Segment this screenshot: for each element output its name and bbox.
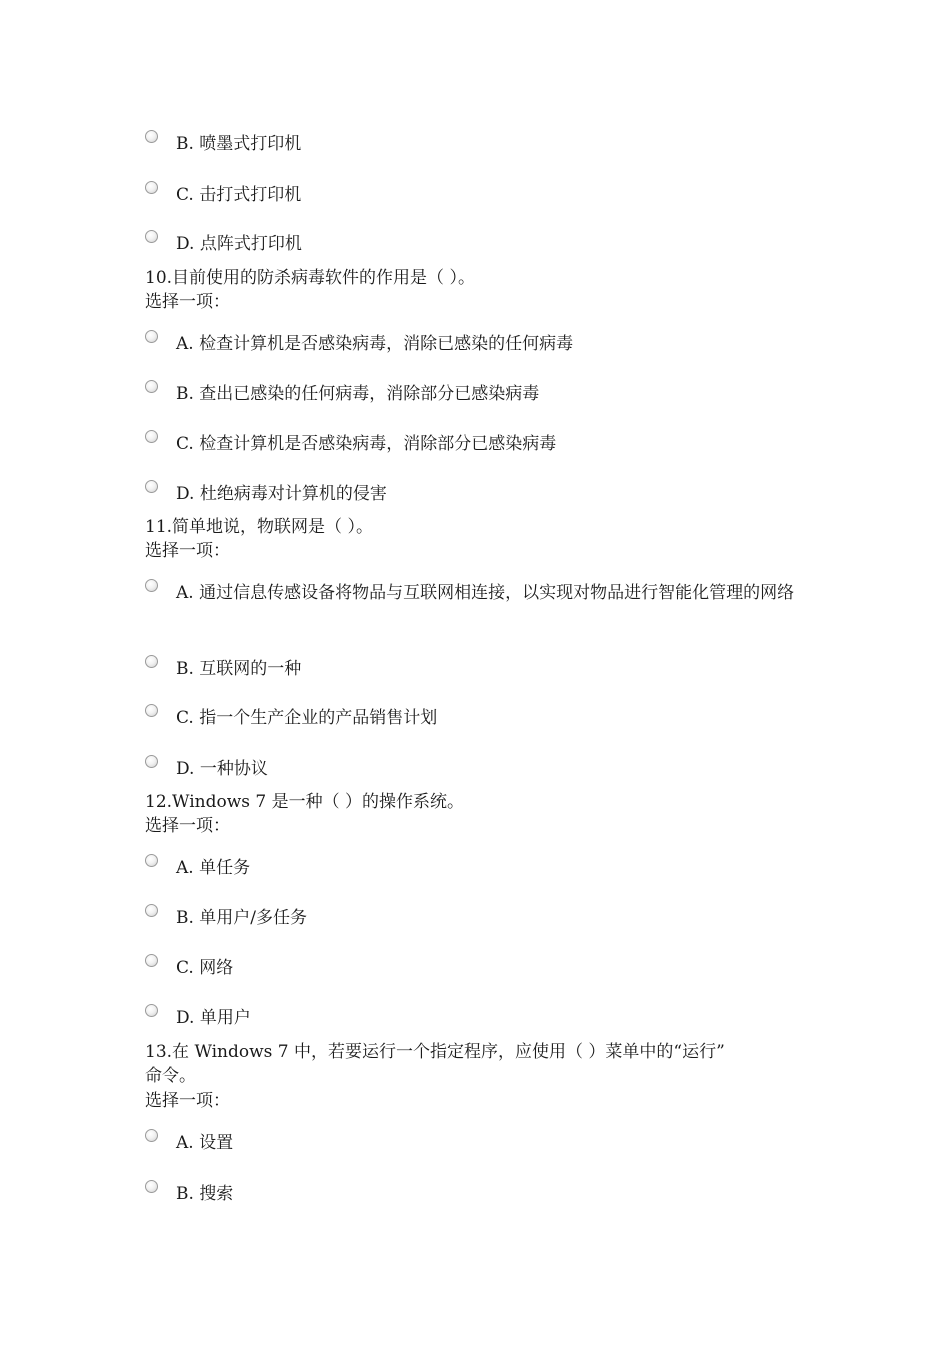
option-label: D. 单用户 xyxy=(176,1008,251,1028)
q13-question-text-line1: 13.在 Windows 7 中，若要运行一个指定程序，应使用（ ）菜单中的“运行” xyxy=(145,1042,725,1062)
radio-button-icon[interactable] xyxy=(145,854,158,867)
q12-select-prompt: 选择一项： xyxy=(145,816,230,836)
radio-button-icon[interactable] xyxy=(145,655,158,668)
option-label: C. 指一个生产企业的产品销售计划 xyxy=(176,708,438,728)
option-label: A. 设置 xyxy=(176,1133,234,1153)
option-label: D. 点阵式打印机 xyxy=(176,234,302,254)
option-label: D. 一种协议 xyxy=(176,759,268,779)
radio-button-icon[interactable] xyxy=(145,755,158,768)
radio-button-icon[interactable] xyxy=(145,579,158,592)
option-label: D. 杜绝病毒对计算机的侵害 xyxy=(176,484,387,504)
radio-button-icon[interactable] xyxy=(145,1180,158,1193)
q11-select-prompt: 选择一项： xyxy=(145,541,230,561)
q13-question-text-line2: 命令。 xyxy=(145,1066,196,1086)
radio-button-icon[interactable] xyxy=(145,1129,158,1142)
option-label: C. 检查计算机是否感染病毒，消除部分已感染病毒 xyxy=(176,434,557,454)
q10-question-text: 10.目前使用的防杀病毒软件的作用是（ ）。 xyxy=(145,268,475,288)
radio-button-icon[interactable] xyxy=(145,380,158,393)
radio-button-icon[interactable] xyxy=(145,954,158,967)
option-label: B. 互联网的一种 xyxy=(176,659,302,679)
option-label: A. 检查计算机是否感染病毒，消除已感染的任何病毒 xyxy=(176,334,574,354)
radio-button-icon[interactable] xyxy=(145,130,158,143)
radio-button-icon[interactable] xyxy=(145,704,158,717)
option-label: B. 搜索 xyxy=(176,1184,234,1204)
q11-option-a[interactable] xyxy=(145,582,810,613)
option-label: C. 网络 xyxy=(176,958,234,978)
radio-button-icon[interactable] xyxy=(145,230,158,243)
q10-select-prompt: 选择一项： xyxy=(145,292,230,312)
radio-button-icon[interactable] xyxy=(145,181,158,194)
option-label: A. 通过信息传感设备将物品与互联网相连接，以实现对物品进行智能化管理的网络 xyxy=(176,583,795,603)
option-label: B. 单用户/多任务 xyxy=(176,908,308,928)
option-label: A. 单任务 xyxy=(176,858,251,878)
radio-button-icon[interactable] xyxy=(145,480,158,493)
q13-select-prompt: 选择一项： xyxy=(145,1091,230,1111)
radio-button-icon[interactable] xyxy=(145,904,158,917)
radio-button-icon[interactable] xyxy=(145,1004,158,1017)
option-label: B. 查出已感染的任何病毒，消除部分已感染病毒 xyxy=(176,384,540,404)
option-label: C. 击打式打印机 xyxy=(176,185,302,205)
q11-question-text: 11.简单地说，物联网是（ ）。 xyxy=(145,517,373,537)
radio-button-icon[interactable] xyxy=(145,430,158,443)
option-label: B. 喷墨式打印机 xyxy=(176,134,302,154)
q12-question-text: 12.Windows 7 是一种（ ）的操作系统。 xyxy=(145,792,465,812)
radio-button-icon[interactable] xyxy=(145,330,158,343)
